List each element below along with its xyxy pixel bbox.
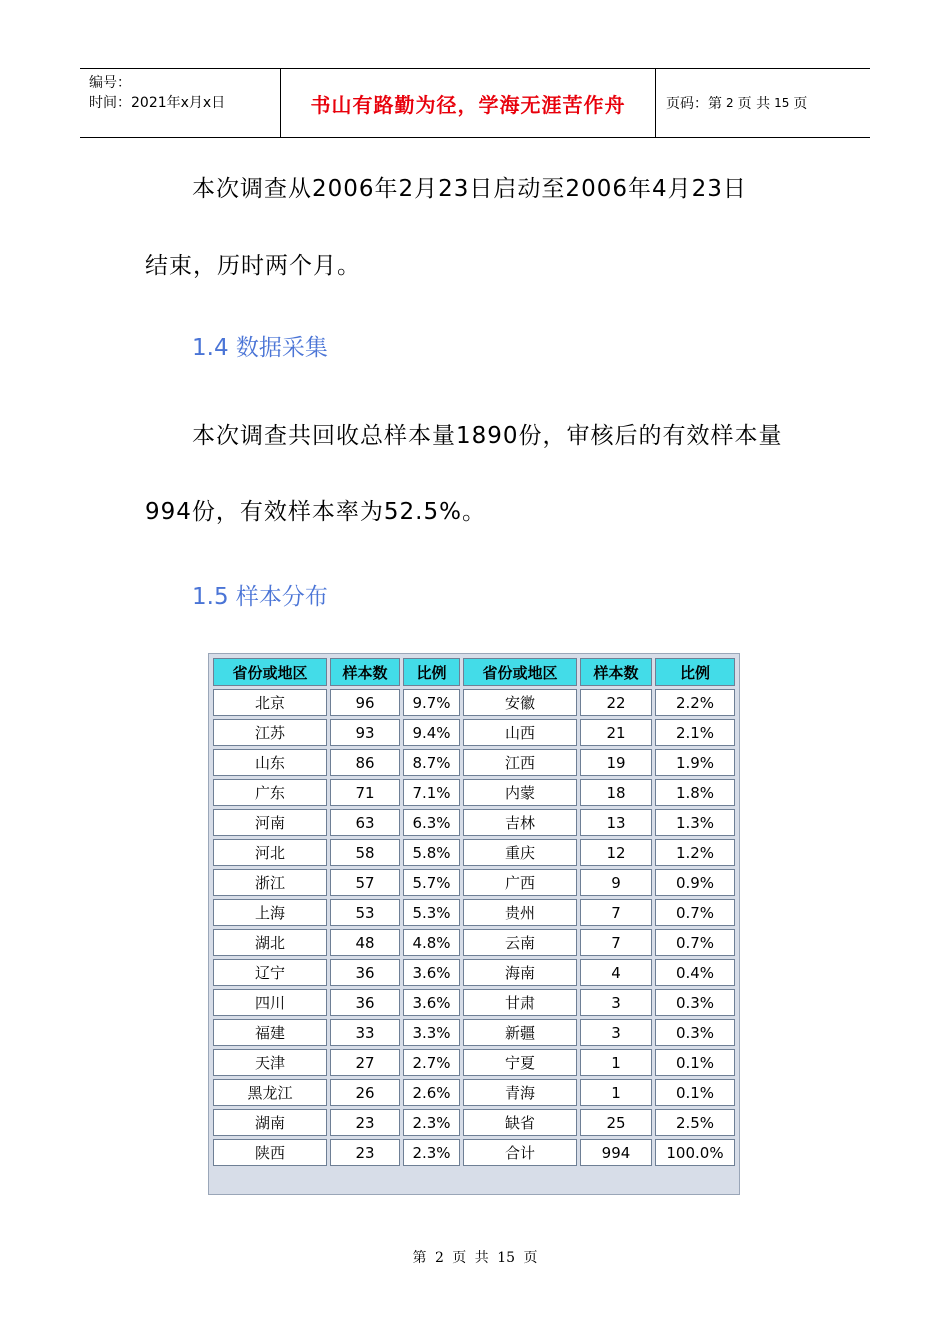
table-row [213,779,735,806]
table-row [213,989,735,1016]
ratio-cell: 0.1% [655,1079,735,1106]
count-cell: 12 [580,839,652,866]
column-header: 省份或地区 [463,658,577,686]
page-header [80,68,870,138]
count-cell: 36 [330,989,400,1016]
ratio-cell: 0.7% [655,929,735,956]
page-total: 15 [774,96,790,110]
region-cell: 缺省 [463,1109,577,1136]
ratio-cell: 8.7% [403,749,460,776]
ratio-cell: 0.9% [655,869,735,896]
table-row [213,749,735,776]
region-cell: 广西 [463,869,577,896]
region-cell: 北京 [213,689,327,716]
count-cell: 13 [580,809,652,836]
region-cell: 山东 [213,749,327,776]
count-cell: 53 [330,899,400,926]
column-header: 比例 [655,658,735,686]
count-cell: 33 [330,1019,400,1046]
column-header: 比例 [403,658,460,686]
paragraph-1-line-2: 结束，历时两个月。 [145,253,361,279]
paragraph-2-line-1: 本次调查共回收总样本量1890份，审核后的有效样本量 [192,423,783,449]
region-cell: 重庆 [463,839,577,866]
region-cell: 辽宁 [213,959,327,986]
ratio-cell: 1.9% [655,749,735,776]
count-cell: 27 [330,1049,400,1076]
region-cell: 四川 [213,989,327,1016]
ratio-cell: 4.8% [403,929,460,956]
code-label: 编号： [89,75,131,91]
count-cell: 3 [580,989,652,1016]
header-meta [80,69,281,137]
region-cell: 上海 [213,899,327,926]
count-cell: 1 [580,1049,652,1076]
region-cell: 湖南 [213,1109,327,1136]
ratio-cell: 2.2% [655,689,735,716]
region-cell: 江苏 [213,719,327,746]
region-cell: 山西 [463,719,577,746]
ratio-cell: 0.7% [655,899,735,926]
table-row [213,1049,735,1076]
region-cell: 新疆 [463,1019,577,1046]
count-cell: 63 [330,809,400,836]
count-cell: 36 [330,959,400,986]
section-heading-1-5: 1.5 样本分布 [192,584,328,610]
page-number: 2 [726,96,734,110]
ratio-cell: 0.3% [655,989,735,1016]
page-mid: 页 共 [737,96,771,112]
page-footer: 第 2 页 共 15 页 [412,1250,538,1266]
ratio-cell: 0.1% [655,1049,735,1076]
count-cell: 48 [330,929,400,956]
region-cell: 宁夏 [463,1049,577,1076]
region-cell: 广东 [213,779,327,806]
table-header-row [213,658,735,686]
region-cell: 陕西 [213,1139,327,1166]
region-cell: 吉林 [463,809,577,836]
page-prefix: 页码：第 [666,96,722,112]
count-cell: 4 [580,959,652,986]
count-cell: 19 [580,749,652,776]
ratio-cell: 1.2% [655,839,735,866]
section-heading-1-4: 1.4 数据采集 [192,335,328,361]
region-cell: 安徽 [463,689,577,716]
table-row [213,809,735,836]
table-row [213,869,735,896]
time-label: 时间：2021年x月x日 [89,95,226,111]
table-row [213,689,735,716]
ratio-cell: 2.7% [403,1049,460,1076]
count-cell: 3 [580,1019,652,1046]
count-cell: 26 [330,1079,400,1106]
ratio-cell: 1.3% [655,809,735,836]
count-cell: 93 [330,719,400,746]
table-row [213,1109,735,1136]
region-cell: 贵州 [463,899,577,926]
count-cell: 23 [330,1139,400,1166]
ratio-cell: 5.7% [403,869,460,896]
region-cell: 河北 [213,839,327,866]
sample-distribution-table-frame [208,653,740,1195]
ratio-cell: 5.3% [403,899,460,926]
ratio-cell: 3.6% [403,959,460,986]
count-cell: 86 [330,749,400,776]
count-cell: 58 [330,839,400,866]
ratio-cell: 3.6% [403,989,460,1016]
count-cell: 7 [580,929,652,956]
count-cell: 71 [330,779,400,806]
table-row [213,959,735,986]
region-cell: 内蒙 [463,779,577,806]
ratio-cell: 5.8% [403,839,460,866]
ratio-cell: 2.6% [403,1079,460,1106]
count-cell: 18 [580,779,652,806]
sample-distribution-table [210,655,738,1169]
table-row [213,1139,735,1166]
region-cell: 福建 [213,1019,327,1046]
count-cell: 9 [580,869,652,896]
count-cell: 23 [330,1109,400,1136]
region-cell: 天津 [213,1049,327,1076]
region-cell: 浙江 [213,869,327,896]
count-cell: 994 [580,1139,652,1166]
region-cell: 甘肃 [463,989,577,1016]
column-header: 样本数 [330,658,400,686]
ratio-cell: 0.4% [655,959,735,986]
table-row [213,719,735,746]
ratio-cell: 2.1% [655,719,735,746]
region-cell: 海南 [463,959,577,986]
paragraph-1-line-1: 本次调查从2006年2月23日启动至2006年4月23日 [192,176,747,202]
table-row [213,839,735,866]
region-cell: 黑龙江 [213,1079,327,1106]
ratio-cell: 6.3% [403,809,460,836]
ratio-cell: 7.1% [403,779,460,806]
header-motto: 书山有路勤为径，学海无涯苦作舟 [281,69,656,137]
count-cell: 7 [580,899,652,926]
ratio-cell: 2.3% [403,1109,460,1136]
region-cell: 河南 [213,809,327,836]
ratio-cell: 100.0% [655,1139,735,1166]
region-cell: 湖北 [213,929,327,956]
region-cell: 云南 [463,929,577,956]
count-cell: 22 [580,689,652,716]
column-header: 省份或地区 [213,658,327,686]
ratio-cell: 2.3% [403,1139,460,1166]
ratio-cell: 0.3% [655,1019,735,1046]
table-row [213,899,735,926]
table-row [213,929,735,956]
page-suffix: 页 [793,96,808,112]
count-cell: 57 [330,869,400,896]
table-row [213,1079,735,1106]
count-cell: 1 [580,1079,652,1106]
region-cell: 江西 [463,749,577,776]
ratio-cell: 9.4% [403,719,460,746]
header-page-info [656,69,870,137]
count-cell: 25 [580,1109,652,1136]
ratio-cell: 1.8% [655,779,735,806]
region-cell: 青海 [463,1079,577,1106]
ratio-cell: 3.3% [403,1019,460,1046]
table-row [213,1019,735,1046]
region-cell: 合计 [463,1139,577,1166]
count-cell: 21 [580,719,652,746]
column-header: 样本数 [580,658,652,686]
ratio-cell: 9.7% [403,689,460,716]
paragraph-2-line-2: 994份，有效样本率为52.5%。 [145,499,486,525]
count-cell: 96 [330,689,400,716]
ratio-cell: 2.5% [655,1109,735,1136]
